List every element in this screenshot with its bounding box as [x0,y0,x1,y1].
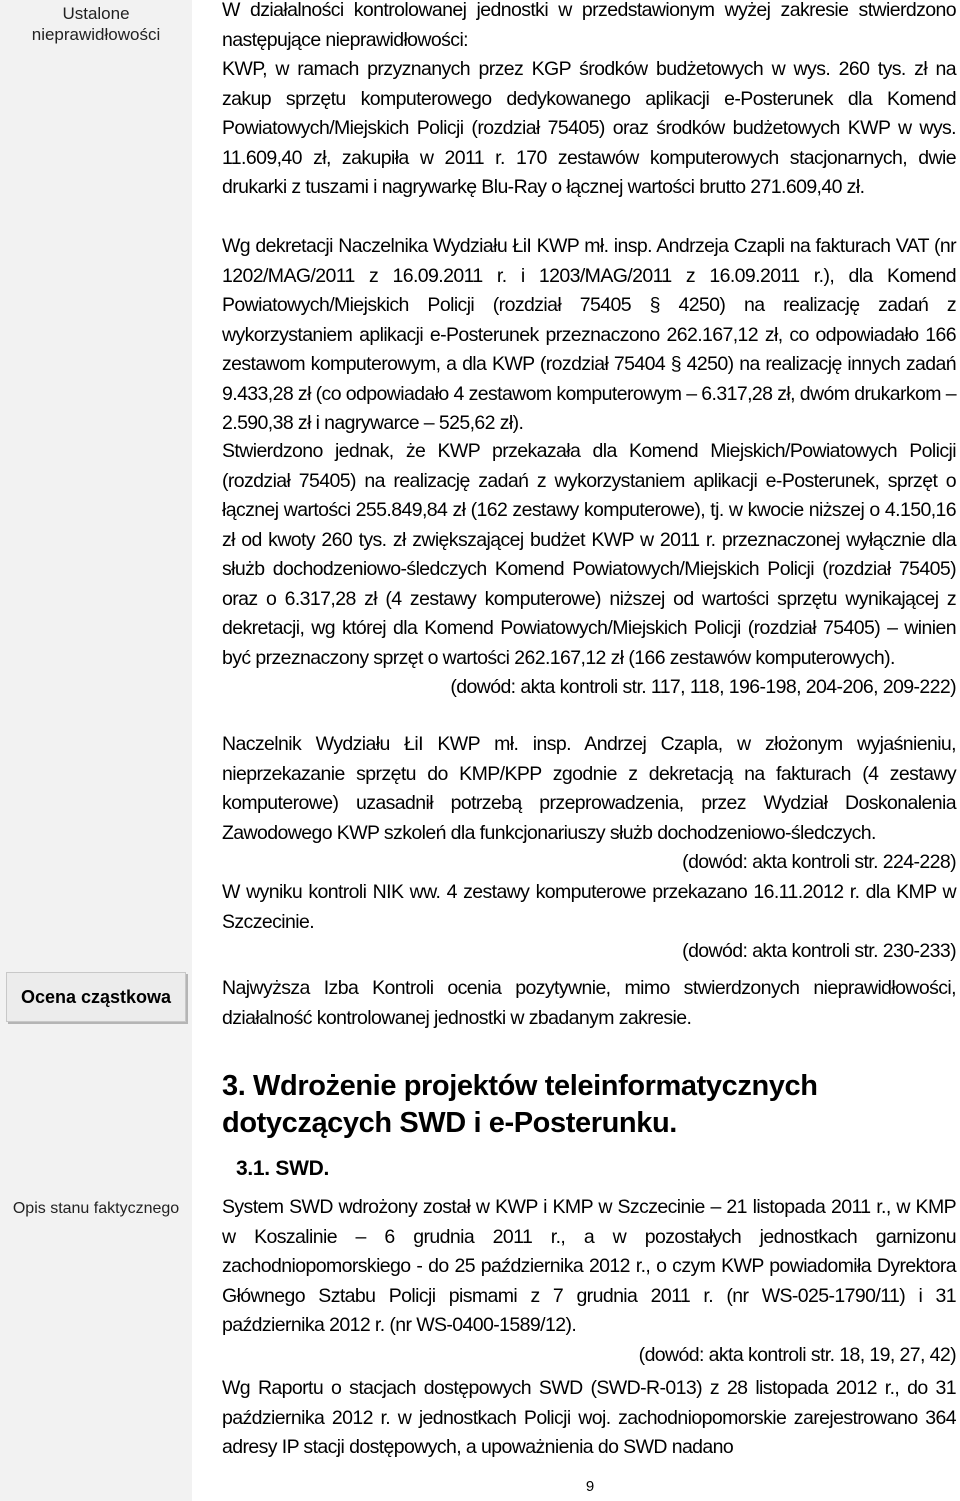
page-number: 9 [585,1478,595,1495]
paragraph-swd-report: Wg Raportu o stacjach dostępowych SWD (SWD-R-013) z 28 listopada 2012 r., do 31 października 2012 r. w jednostkach Policji woj. zachodniopomorskie zarejestrowano 364 adresy IP stacji dostępowych, a upoważnienia do SWD nadano [222,1377,956,1458]
status-description-label: Opis stanu faktycznego [12,1200,180,1217]
left-margin-column [0,0,192,1501]
section-heading: 3. Wdrożenie projektów teleinformatycznych dotyczących SWD i e-Posterunku. [222,1070,818,1139]
findings-intro: W działalności kontrolowanej jednostki w przedstawionym wyżej zakresie stwierdzono następujące nieprawidłowości: [222,0,956,51]
evidence-reference: (dowód: akta kontroli str. 230-233) [682,940,956,962]
paragraph-purchase: KWP, w ramach przyznanych przez KGP środków budżetowych w wys. 260 tys. zł na zakup sprzętu komputerowego dedykowanego aplikacji e-Posterunek dla Komend Powiatowych/Miejskich Policji (rozdział 75405) oraz środków budżetowych KWP w wys. 11.609,40 zł, zakupiła w 2011 r. 170 zestawów komputerowych stacjonarnych, dwie drukarki z tuszami i nagrywarkę Blu-Ray o łącznej wartości brutto 271.609,40 zł. [222,58,956,198]
evidence-reference: (dowód: akta kontroli str. 117, 118, 196-198, 204-206, 209-222) [450,676,956,698]
paragraph-swd-deployment: System SWD wdrożony został w KWP i KMP w Szczecinie – 21 listopada 2011 r., w KMP w Koszalinie – 6 grudnia 2011 r., a w pozostałych jednostkach garnizonu zachodniopomorskiego - do 25 października 2012 r., o czym KWP powiadomiła Dyrektora Głównego Sztabu Policji pismami z 7 grudnia 2011 r. (nr WS-025-1790/11) i 31 października 2012 r. (nr WS-0400-1589/12). [222,1196,956,1336]
subsection-heading: 3.1. SWD. [236,1157,329,1180]
paragraph-explanation: Naczelnik Wydziału ŁiI KWP mł. insp. Andrzej Czapla, w złożonym wyjaśnieniu, nieprzekazanie sprzętu do KMP/KPP zgodnie z dekretacją na fakturach (4 zestawy komputerowe) uzasadnił potrzebą przeprowadzenia, przez Wydział Doskonalenia Zawodowego KWP szkoleń dla funkcjonariuszy służb dochodzeniowo-śledczych. [222,733,956,844]
evidence-reference: (dowód: akta kontroli str. 18, 19, 27, 42) [638,1343,956,1366]
paragraph-transfer: W wyniku kontroli NIK ww. 4 zestawy komputerowe przekazano 16.11.2012 r. dla KMP w Szczecinie. [222,881,956,933]
partial-rating-label: Ocena cząstkowa [6,972,186,1022]
paragraph-findings: Stwierdzono jednak, że KWP przekazała dla Komend Miejskich/Powiatowych Policji (rozdział 75405) na realizację zadań z wykorzystaniem aplikacji e-Posterunek, sprzęt o łącznej wartości 255.849,84 zł (162 zestawy komputerowe), tj. w kwocie niższej o 4.150,16 zł od kwoty 260 tys. zł zwiększającej budżet KWP w 2011 r. przeznaczonej wyłącznie dla służb dochodzeniowo-śledczych Komend Powiatowych/Miejskich Policji (rozdział 75405) oraz o 6.317,28 zł (4 zestawy komputerowe) niższej od wartości sprzętu wynikającej z dekretacji, wg której dla Komend Powiatowych/Miejskich Policji (rozdział 75405) – winien być przeznaczony sprzęt o wartości 262.167,12 zł (166 zestawów komputerowych). [222,440,956,669]
paragraph-decree: Wg dekretacji Naczelnika Wydziału ŁiI KWP mł. insp. Andrzeja Czapli na fakturach VAT (nr 1202/MAG/2011 z 16.09.2011 r. i 1203/MAG/2011 z 16.09.2011 r.), dla Komend Powiatowych/Miejskich Policji (rozdział 75405 § 4250) na realizację zadań z wykorzystaniem aplikacji e-Posterunek przeznaczono 262.167,12 zł, co odpowiadało 166 zestawom komputerowym, a dla KWP (rozdział 75404 § 4250) na realizację innych zadań 9.433,28 zł (co odpowiadało 4 zestawom komputerowym – 6.317,28 zł, dwóm drukarkom – 2.590,38 zł i nagrywarce – 525,62 zł). [222,235,956,434]
evidence-reference: (dowód: akta kontroli str. 224-228) [682,851,956,873]
partial-rating-text: Najwyższa Izba Kontroli ocenia pozytywnie, mimo stwierdzonych nieprawidłowości, działalność kontrolowanej jednostki w zbadanym zakresie. [222,977,956,1029]
findings-label: Ustalone nieprawidłowości [31,4,161,44]
